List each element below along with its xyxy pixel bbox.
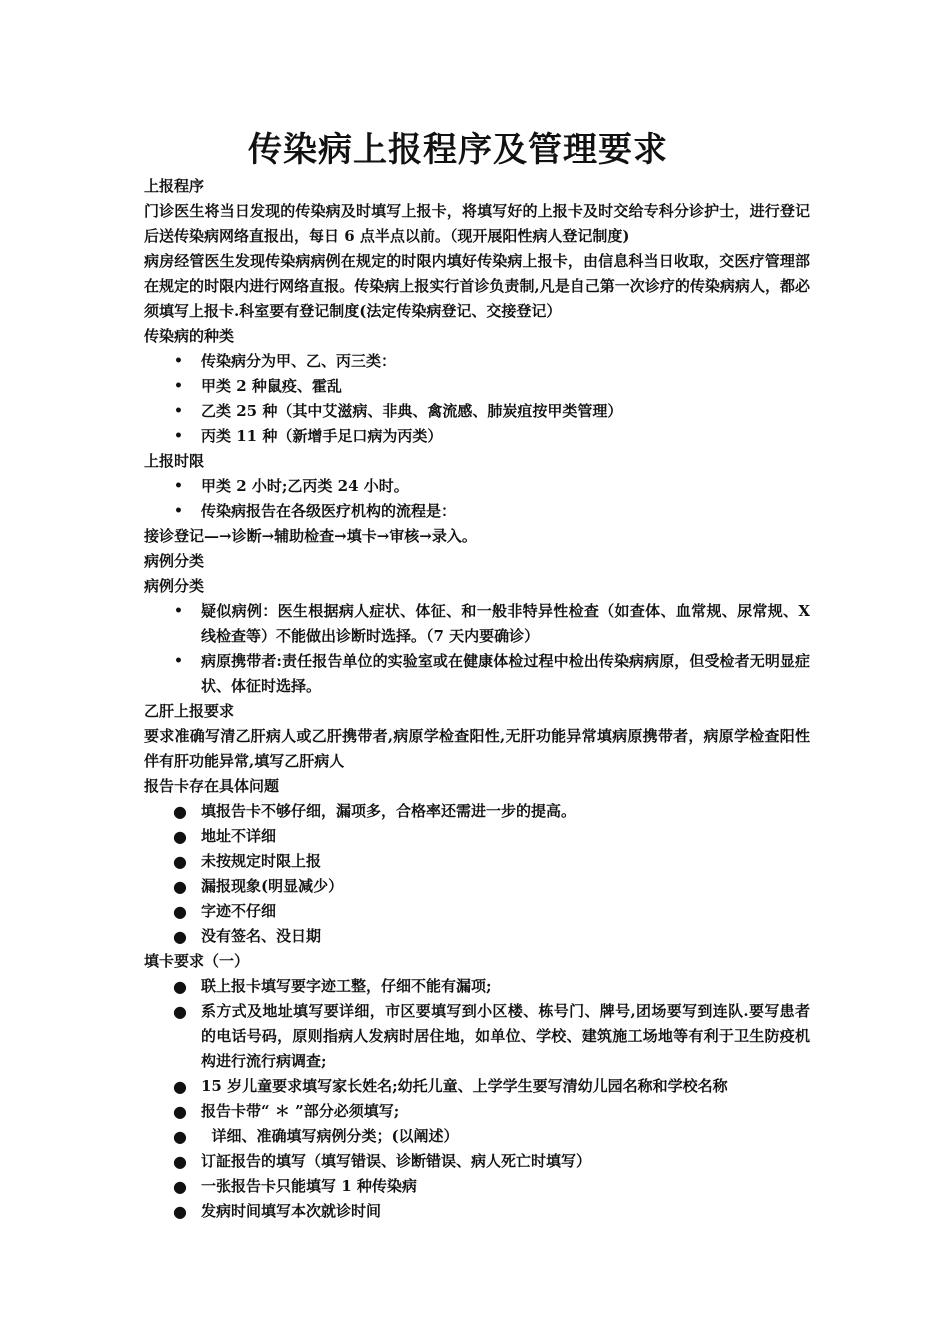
paragraph-outpatient: 门诊医生将当日发现的传染病及时填写上报卡，将填写好的上报卡及时交给专科分诊护士，进行登记后送传染病网络直报出，每日 6 点半点以前。（现开展阳性病人登记制度) <box>144 202 810 245</box>
bullet-icon: ● <box>173 927 187 946</box>
bullet-icon: • <box>174 653 183 669</box>
bullet-icon: ● <box>173 977 187 996</box>
list-item: ● 详细、准确填写病例分类；(以阐述） <box>144 1124 810 1149</box>
section-heading-hepatitis-b: 乙肝上报要求 <box>144 702 235 720</box>
paragraph-hepatitis-b: 要求准确写清乙肝病人或乙肝携带者,病原学检查阳性,无肝功能异常填病原携带者，病原学检查阳性伴有肝功能异常,填写乙肝病人 <box>144 727 810 770</box>
bullet-icon: ● <box>173 1202 187 1221</box>
section-heading-report-procedure: 上报程序 <box>144 177 205 195</box>
bullet-icon: ● <box>173 1102 187 1121</box>
list-item: • 乙类 25 种（其中艾滋病、非典、禽流感、肺炭疽按甲类管理） <box>144 399 810 424</box>
section-heading-case-classification-repeat: 病例分类 <box>144 577 205 595</box>
bullet-icon: ● <box>173 1002 187 1021</box>
list-item: ● 没有签名、没日期 <box>144 924 810 949</box>
section-heading-time-limit: 上报时限 <box>144 452 205 470</box>
list-item: ● 未按规定时限上报 <box>144 849 810 874</box>
list-item: ● 地址不详细 <box>144 824 810 849</box>
bullet-icon: ● <box>173 852 187 871</box>
list-item: ● 一张报告卡只能填写 1 种传染病 <box>144 1174 810 1199</box>
list-item: ● 填报告卡不够仔细，漏项多，合格率还需进一步的提高。 <box>144 799 810 824</box>
bullet-icon: ● <box>173 1152 187 1171</box>
time-limit-list <box>144 474 810 524</box>
list-item: ● 15 岁儿童要求填写家长姓名;幼托儿童、上学学生要写清幼儿园名称和学校名称 <box>144 1074 810 1099</box>
bullet-icon: • <box>174 403 183 419</box>
list-item: • 甲类 2 小时;乙丙类 24 小时。 <box>144 474 810 499</box>
list-item: ● 漏报现象(明显减少） <box>144 874 810 899</box>
list-item: • 传染病分为甲、乙、丙三类： <box>144 349 810 374</box>
process-flow-text: 接诊登记—→诊断→辅助检查→填卡→审核→录入。 <box>144 527 477 545</box>
card-requirements-list <box>144 974 810 1224</box>
list-item: ● 系方式及地址填写要详细，市区要填写到小区楼、栋号门、牌号,团场要写到连队.要写患者的电话号码，原则指病人发病时居住地，如单位、学校、建筑施工场地等有利于卫生防疫机构进行流行病调查; <box>144 999 810 1074</box>
list-item: • 病原携带者:责任报告单位的实验室或在健康体检过程中检出传染病病原，但受检者无明显症状、体征时选择。 <box>144 649 810 699</box>
bullet-icon: • <box>174 378 183 394</box>
paragraph-inpatient: 病房经管医生发现传染病病例在规定的时限内填好传染病上报卡，由信息科当日收取，交医疗管理部在规定的时限内进行网络直报。传染病上报实行首诊负责制,凡是自己第一次诊疗的传染病病人，都必须填写上报卡.科室要有登记制度(法定传染病登记、交接登记） <box>144 252 810 320</box>
section-heading-card-problems: 报告卡存在具体问题 <box>144 777 280 795</box>
page-title: 传染病上报程序及管理要求 <box>248 130 668 170</box>
bullet-icon: ● <box>173 1177 187 1196</box>
disease-types-list <box>144 349 810 449</box>
bullet-icon: • <box>174 478 183 494</box>
list-item: • 丙类 11 种（新增手足口病为丙类） <box>144 424 810 449</box>
list-item: ● 联上报卡填写要字迹工整，仔细不能有漏项; <box>144 974 810 999</box>
section-heading-case-classification: 病例分类 <box>144 552 205 570</box>
bullet-icon: ● <box>173 1127 187 1146</box>
bullet-icon: • <box>174 353 183 369</box>
list-item: ● 字迹不仔细 <box>144 899 810 924</box>
bullet-icon: ● <box>173 802 187 821</box>
list-item: ● 发病时间填写本次就诊时间 <box>144 1199 810 1224</box>
bullet-icon: • <box>174 603 183 619</box>
document-body <box>144 174 810 1224</box>
section-heading-card-requirements: 填卡要求（一） <box>144 952 250 970</box>
bullet-icon: ● <box>173 902 187 921</box>
list-item: • 甲类 2 种鼠疫、霍乱 <box>144 374 810 399</box>
bullet-icon: ● <box>173 1077 187 1096</box>
bullet-icon: • <box>174 428 183 444</box>
bullet-icon: ● <box>173 877 187 896</box>
card-problems-list <box>144 799 810 949</box>
list-item: ● 报告卡带“ ＊ ”部分必须填写; <box>144 1099 810 1124</box>
section-heading-disease-types: 传染病的种类 <box>144 327 235 345</box>
case-classification-list <box>144 599 810 699</box>
bullet-icon: ● <box>173 827 187 846</box>
list-item: ● 订証报告的填写（填写错误、诊断错误、病人死亡时填写） <box>144 1149 810 1174</box>
bullet-icon: • <box>174 503 183 519</box>
list-item: • 传染病报告在各级医疗机构的流程是： <box>144 499 810 524</box>
list-item: • 疑似病例：医生根据病人症状、体征、和一般非特异性检查（如查体、血常规、尿常规、X 线检查等）不能做出诊断时选择。（7 天内要确诊） <box>144 599 810 649</box>
